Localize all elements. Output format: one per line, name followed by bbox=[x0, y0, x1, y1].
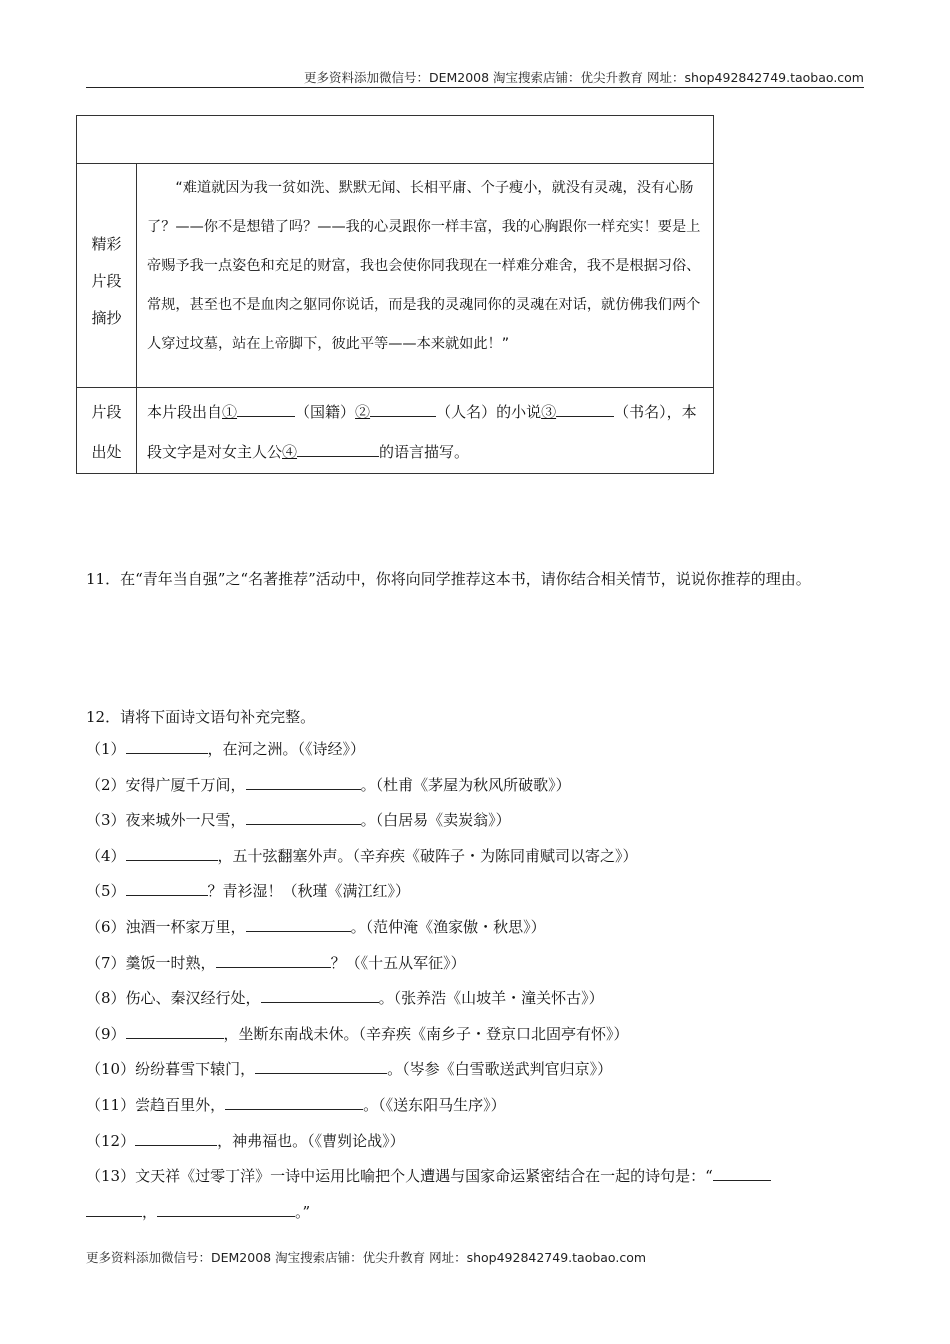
blank-4[interactable] bbox=[297, 441, 379, 457]
fill-item-4: （4） ，五十弦翻塞外声。（辛弃疾《破阵子・为陈同甫赋司以寄之》） bbox=[86, 846, 638, 865]
excerpt-cell bbox=[137, 164, 714, 388]
fill-item-7: （7）羹饭一时熟， ？（《十五从军征》） bbox=[86, 953, 466, 972]
excerpt-text: “难道就因为我一贫如洗、默默无闻、长相平庸、个子瘦小，就没有灵魂，没有心肠了？——你不是想错了吗？——我的心灵跟你一样丰富，我的心胸跟你一样充实！要是上帝赐予我一点姿色和充足的财富，我也会使你同我现在一样难分难舍，我不是根据习俗、常规，甚至也不是血肉之躯同你说话，而是我的灵魂同你的灵魂在对话，就仿佛我们两个人穿过坟墓，站在上帝脚下，彼此平等——本来就如此！” bbox=[147, 180, 701, 352]
fill-item-3: （3）夜来城外一尺雪， 。（白居易《卖炭翁》） bbox=[86, 811, 511, 830]
fill-item-2: （2）安得广厦千万间， 。（杜甫《茅屋为秋风所破歌》） bbox=[86, 775, 571, 794]
answer-blank[interactable] bbox=[246, 809, 361, 825]
fill-item-1: （1） ，在河之洲。（《诗经》） bbox=[86, 740, 366, 758]
fill-item-12: （12） ，神弗福也。（《曹刿论战》） bbox=[86, 1131, 405, 1150]
answer-blank[interactable] bbox=[713, 1165, 771, 1181]
source-cell bbox=[137, 388, 714, 474]
blank-1[interactable] bbox=[237, 401, 295, 417]
fill-item-5: （5） ？青衫湿！（秋瑾《满江红》） bbox=[86, 882, 411, 901]
blank-2[interactable] bbox=[370, 401, 436, 417]
fill-item-11: （11）尝趋百里外， 。（《送东阳马生序》） bbox=[86, 1095, 506, 1114]
empty-cell bbox=[77, 116, 714, 164]
source-label: 片段出处 bbox=[77, 388, 137, 474]
page-footer: 更多资料添加微信号：DEM2008 淘宝搜索店铺：优尖升教育 网址：shop492842749.taobao.com bbox=[86, 1250, 647, 1265]
excerpt-label: 精彩片段摘抄 bbox=[77, 164, 137, 388]
fill-item-13: （13）文天祥《过零丁洋》一诗中运用比喻把个人遭遇与国家命运紧密结合在一起的诗句是：“ ， 。” bbox=[86, 1159, 876, 1230]
answer-blank[interactable] bbox=[246, 774, 361, 790]
answer-blank[interactable] bbox=[126, 880, 208, 896]
answer-blank[interactable] bbox=[246, 916, 351, 932]
answer-blank[interactable] bbox=[135, 1130, 217, 1146]
answer-blank[interactable] bbox=[261, 987, 379, 1003]
answer-blank[interactable] bbox=[216, 952, 331, 968]
answer-blank[interactable] bbox=[126, 845, 218, 861]
header-divider bbox=[86, 87, 864, 88]
page-header: 更多资料添加微信号：DEM2008 淘宝搜索店铺：优尖升教育 网址：shop492842749.taobao.com bbox=[303, 70, 864, 85]
source-row bbox=[77, 388, 714, 474]
answer-blank[interactable] bbox=[126, 738, 208, 754]
answer-blank[interactable] bbox=[157, 1201, 295, 1217]
excerpt-row bbox=[77, 164, 714, 388]
fill-item-8: （8）伤心、秦汉经行处， 。（张养浩《山坡羊・潼关怀古》） bbox=[86, 989, 604, 1008]
answer-blank[interactable] bbox=[126, 1023, 224, 1039]
question-12-title: 12．请将下面诗文语句补充完整。 bbox=[86, 708, 316, 726]
blank-3[interactable] bbox=[556, 401, 614, 417]
answer-blank[interactable] bbox=[86, 1201, 142, 1217]
fill-item-10: （10）纷纷暮雪下辕门， 。（岑参《白雪歌送武判官归京》） bbox=[86, 1060, 613, 1079]
question-11: 11．在“青年当自强”之“名著推荐”活动中，你将向同学推荐这本书，请你结合相关情节，说说你推荐的理由。 bbox=[86, 570, 811, 588]
answer-blank[interactable] bbox=[255, 1058, 387, 1074]
source-text: 本片段出自① （国籍）② （人名）的小说③ （书名），本段文字是对女主人公④ 的语言描写。 bbox=[147, 403, 697, 461]
table-empty-row bbox=[77, 116, 714, 164]
question-12 bbox=[86, 702, 876, 1230]
fill-item-9: （9） ，坐断东南战未休。（辛弃疾《南乡子・登京口北固亭有怀》） bbox=[86, 1024, 629, 1043]
answer-blank[interactable] bbox=[225, 1094, 363, 1110]
fill-item-6: （6）浊酒一杯家万里， 。（范仲淹《渔家傲・秋思》） bbox=[86, 917, 546, 936]
book-table bbox=[76, 115, 714, 474]
